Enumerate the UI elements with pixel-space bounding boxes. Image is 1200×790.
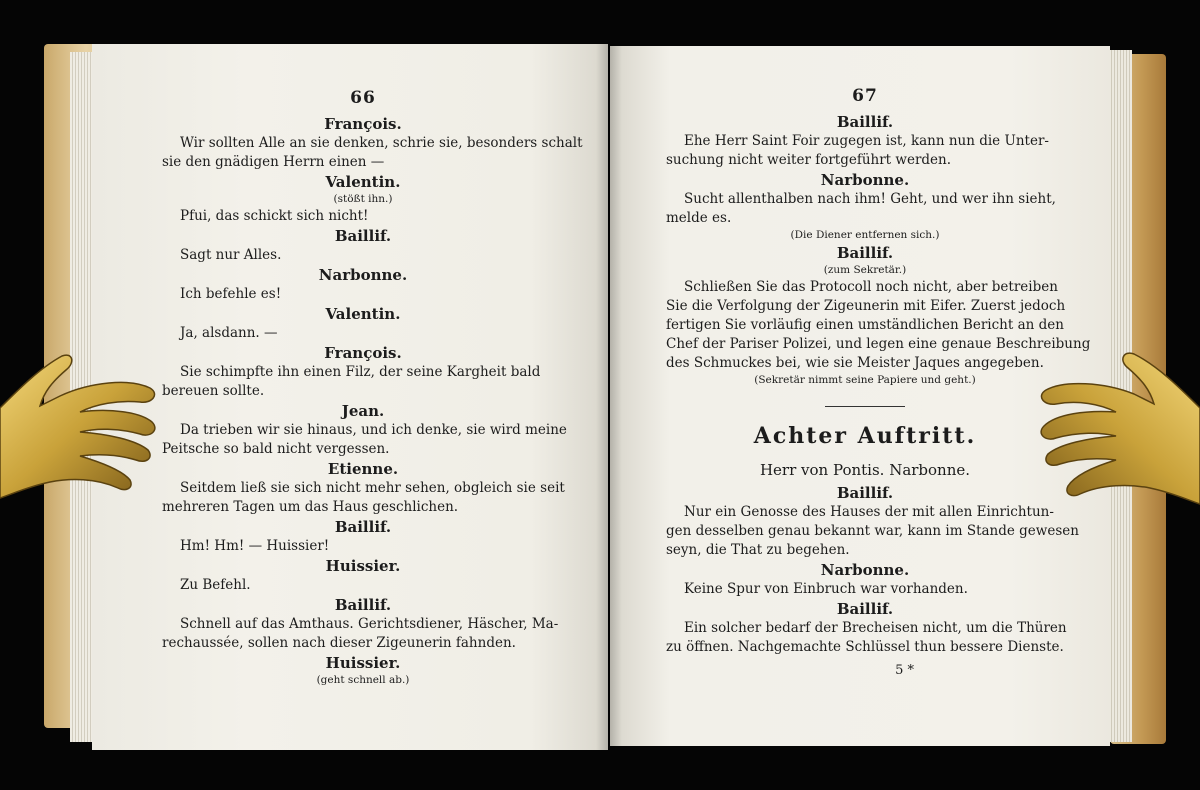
text-line: fertigen Sie vorläufig einen umständlichen Bericht an den: [666, 317, 1064, 333]
stage-direction: (Die Diener entfernen sich.): [790, 229, 940, 241]
speaker-name: Narbonne.: [820, 561, 910, 579]
speaker-name: Baillif.: [334, 227, 392, 245]
text-line: Nur ein Genosse des Hauses der mit allen Einrichtun-: [684, 504, 1054, 520]
speaker-name: Jean.: [341, 402, 385, 420]
signature-mark: 5 *: [895, 663, 914, 678]
text-line: Chef der Pariser Polizei, und legen eine genaue Beschreibung: [666, 336, 1091, 352]
left-page: [92, 44, 608, 750]
book-gutter: [596, 44, 622, 750]
section-divider: [825, 406, 905, 407]
text-line: Wir sollten Alle an sie denken, schrie sie, besonders schalt: [180, 135, 583, 151]
text-line: zu öffnen. Nachgemachte Schlüssel thun bessere Dienste.: [666, 639, 1064, 655]
text-line: Ehe Herr Saint Foir zugegen ist, kann nun die Unter-: [684, 133, 1049, 149]
text-line: Schnell auf das Amthaus. Gerichtsdiener, Häscher, Ma-: [180, 616, 559, 632]
text-line: mehreren Tagen um das Haus geschlichen.: [162, 499, 459, 515]
text-line: Sie schimpfte ihn einen Filz, der seine Kargheit bald: [180, 364, 541, 380]
speaker-name: Baillif.: [836, 244, 894, 262]
brass-hand-right: [1030, 348, 1200, 523]
text-line: Sie die Verfolgung der Zigeunerin mit Eifer. Zuerst jedoch: [666, 298, 1066, 314]
text-line: Pfui, das schickt sich nicht!: [180, 208, 369, 224]
right-page-text-top: [666, 112, 1091, 388]
left-page-text: [162, 114, 583, 688]
stage-direction: (stößt ihn.): [333, 193, 393, 205]
speaker-name: Narbonne.: [318, 266, 408, 284]
text-line: Ein solcher bedarf der Brecheisen nicht, um die Thüren: [684, 620, 1067, 636]
speaker-name: Baillif.: [836, 600, 894, 618]
text-line: Schließen Sie das Protocoll noch nicht, aber betreiben: [684, 279, 1058, 295]
text-line: rechaussée, sollen nach dieser Zigeunerin fahnden.: [162, 635, 516, 651]
speaker-name: François.: [324, 115, 402, 133]
speaker-name: François.: [324, 344, 402, 362]
speaker-name: Valentin.: [325, 305, 401, 323]
text-line: des Schmuckes bei, wie sie Meister Jaques angegeben.: [666, 355, 1044, 371]
brass-hand-left: [0, 348, 165, 518]
speaker-name: Narbonne.: [820, 171, 910, 189]
right-page-text-bottom: [666, 483, 1079, 657]
text-line: seyn, die That zu begehen.: [666, 542, 850, 558]
text-line: gen desselben genau bekannt war, kann im Stande gewesen: [666, 523, 1079, 539]
text-line: Peitsche so bald nicht vergessen.: [162, 441, 390, 457]
text-line: Keine Spur von Einbruch war vorhanden.: [684, 581, 968, 597]
text-line: Ja, alsdann. —: [180, 325, 278, 341]
text-line: bereuen sollte.: [162, 383, 265, 399]
text-line: Zu Befehl.: [180, 577, 251, 593]
speaker-name: Huissier.: [325, 654, 401, 672]
text-line: Hm! Hm! — Huissier!: [180, 538, 330, 554]
scene-title: Achter Auftritt.: [753, 423, 977, 449]
speaker-name: Valentin.: [325, 173, 401, 191]
page-number-right: 67: [852, 86, 878, 106]
stage-direction: (geht schnell ab.): [316, 674, 410, 686]
text-line: melde es.: [666, 210, 732, 226]
text-line: Seitdem ließ sie sich nicht mehr sehen, obgleich sie seit: [180, 480, 565, 496]
speaker-name: Baillif.: [836, 113, 894, 131]
text-line: suchung nicht weiter fortgeführt werden.: [666, 152, 952, 168]
stage-direction: (zum Sekretär.): [823, 264, 907, 276]
page-number-left: 66: [350, 88, 376, 108]
text-line: Sagt nur Alles.: [180, 247, 282, 263]
text-line: Da trieben wir sie hinaus, und ich denke, sie wird meine: [180, 422, 567, 438]
text-line: Sucht allenthalben nach ihm! Geht, und wer ihn sieht,: [684, 191, 1056, 207]
speaker-name: Baillif.: [836, 484, 894, 502]
text-line: sie den gnädigen Herrn einen —: [162, 154, 385, 170]
speaker-name: Baillif.: [334, 518, 392, 536]
scene-cast: Herr von Pontis. Narbonne.: [759, 461, 971, 479]
speaker-name: Huissier.: [325, 557, 401, 575]
speaker-name: Baillif.: [334, 596, 392, 614]
speaker-name: Etienne.: [327, 460, 399, 478]
stage-direction: (Sekretär nimmt seine Papiere und geht.): [754, 374, 976, 386]
text-line: Ich befehle es!: [180, 286, 282, 302]
